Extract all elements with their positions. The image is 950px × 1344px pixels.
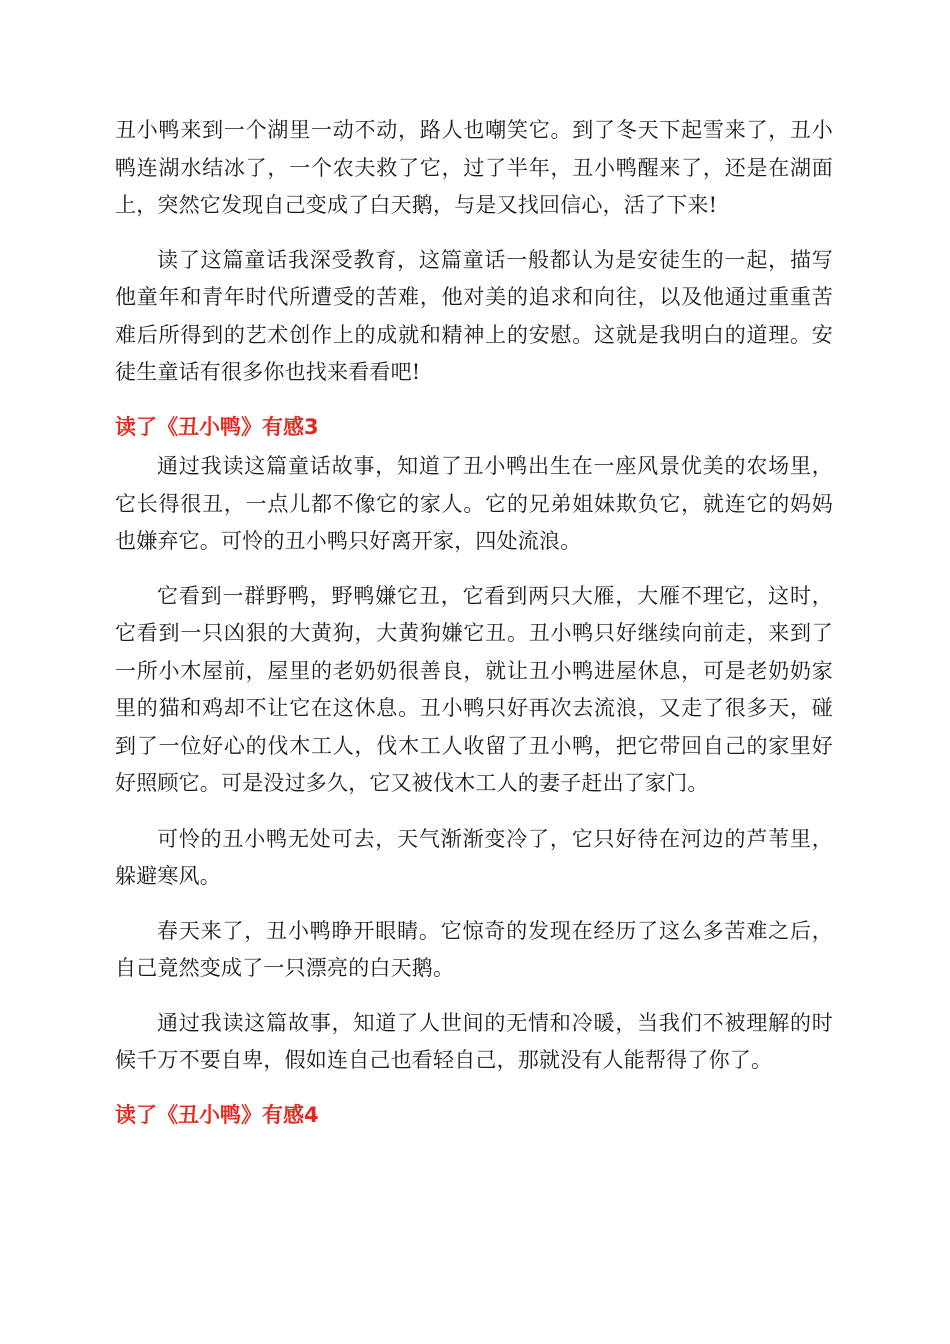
paragraph-intro-2: 读了这篇童话我深受教育，这篇童话一般都认为是安徒生的一起，描写他童年和青年时代所遭受的苦难，他对美的追求和向往，以及他通过重重苦难后所得到的艺术创作上的成就和精神上的安慰。这就是我明白的道理。安徒生童话有很多你也找来看看吧!	[115, 247, 833, 384]
section3-paragraph-3: 可怜的丑小鸭无处可去，天气渐渐变冷了，它只好待在河边的芦苇里，躲避寒风。	[115, 826, 833, 888]
section3-paragraph-2: 它看到一群野鸭，野鸭嫌它丑，它看到两只大雁，大雁不理它，这时，它看到一只凶狠的大黄狗，大黄狗嫌它丑。丑小鸭只好继续向前走，来到了一所小木屋前，屋里的老奶奶很善良，就让丑小鸭进屋休息，可是老奶奶家里的猫和鸡却不让它在这休息。丑小鸭只好再次去流浪，又走了很多天，碰到了一位好心的伐木工人，伐木工人收留了丑小鸭，把它带回自己的家里好好照顾它。可是没过多久，它又被伐木工人的妻子赶出了家门。	[115, 583, 833, 795]
document-page	[115, 112, 833, 1134]
section-heading-4: 读了《丑小鸭》有感4	[115, 1102, 319, 1127]
section3-paragraph-4: 春天来了，丑小鸭睁开眼睛。它惊奇的发现在经历了这么多苦难之后，自己竟然变成了一只漂亮的白天鹅。	[115, 918, 833, 980]
section3-paragraph-1: 通过我读这篇童话故事，知道了丑小鸭出生在一座风景优美的农场里，它长得很丑，一点儿都不像它的家人。它的兄弟姐妹欺负它，就连它的妈妈也嫌弃它。可怜的丑小鸭只好离开家，四处流浪。	[115, 454, 833, 553]
section-heading-3: 读了《丑小鸭》有感3	[115, 414, 319, 439]
section3-paragraph-5: 通过我读这篇故事，知道了人世间的无情和冷暖，当我们不被理解的时候千万不要自卑，假如连自己也看轻自己，那就没有人能帮得了你了。	[115, 1010, 833, 1072]
paragraph-intro-1: 丑小鸭来到一个湖里一动不动，路人也嘲笑它。到了冬天下起雪来了，丑小鸭连湖水结冰了，一个农夫救了它，过了半年，丑小鸭醒来了，还是在湖面上，突然它发现自己变成了白天鹅，与是又找回信心，活了下来!	[115, 118, 833, 217]
